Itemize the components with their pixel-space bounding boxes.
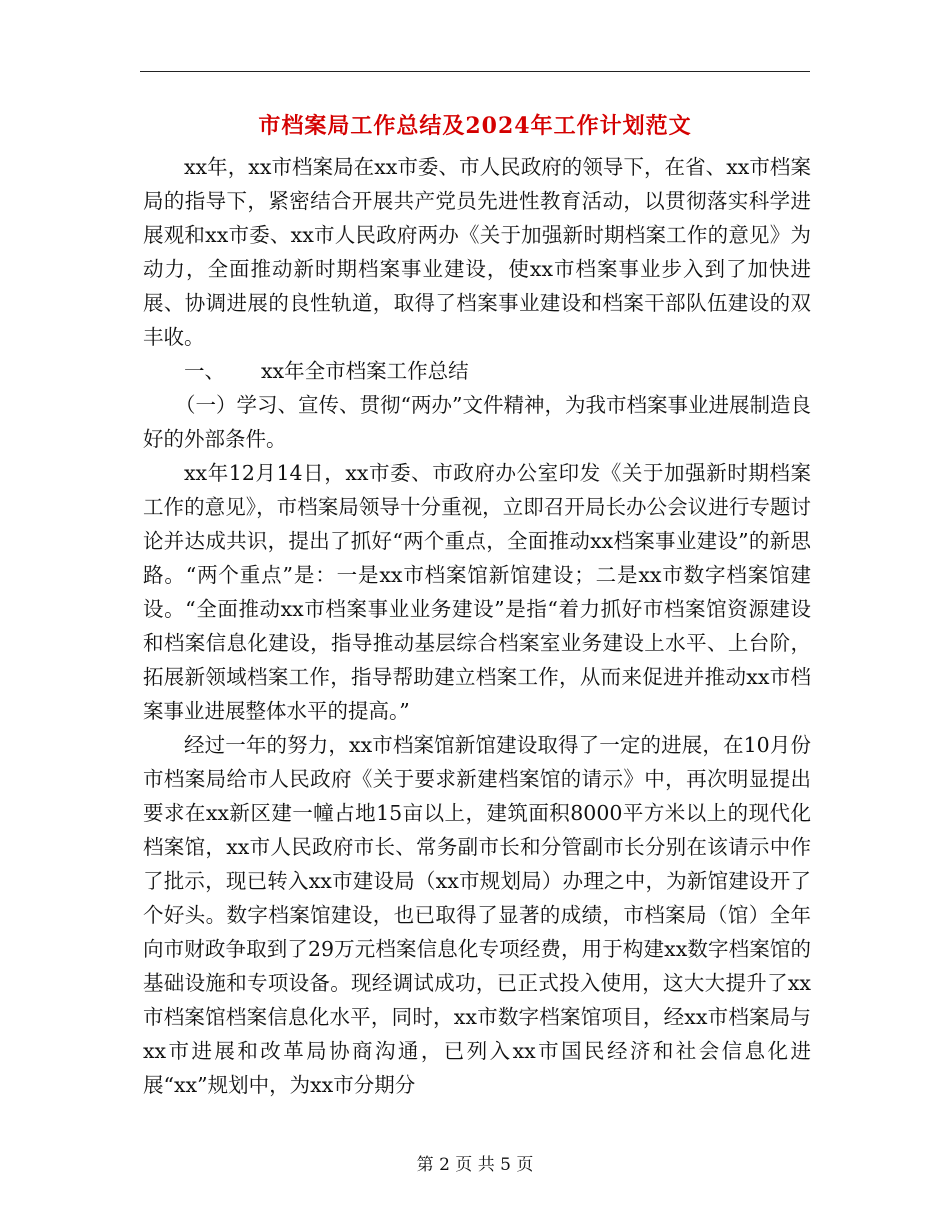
subheading-paragraph: （一）学习、宣传、贯彻“两办”文件精神，为我市档案事业进展制造良好的外部条件。 — [143, 393, 811, 451]
page-footer: 第 2 页 共 5 页 — [416, 1155, 534, 1175]
header-rule — [140, 71, 810, 72]
body-paragraph: xx年12月14日，xx市委、市政府办公室印发《关于加强新时期档案工作的意见》，市档案局领导十分重视，立即召开局长办公会议进行专题讨论并达成共识，提出了抓好“两个重点，全面推动xx档案事业建设”的新思路。“两个重点”是：一是xx市档案馆新馆建设；二是xx市数字档案馆建设。“全面推动xx市档案事业业务建设”是指“着力抓好市档案馆资源建设和档案信息化建设，指导推动基层综合档案室业务建设上水平、上台阶，拓展新领域档案工作，指导帮助建立档案工作，从而来促进并推动xx市档案事业进展整体水平的提高。” — [143, 461, 811, 723]
section-heading-text: xx年全市档案工作总结 — [261, 359, 469, 383]
section-heading-number: 一、 — [184, 359, 225, 383]
body-paragraph: 经过一年的努力，xx市档案馆新馆建设取得了一定的进展，在10月份市档案局给市人民政府《关于要求新建档案馆的请示》中，再次明显提出要求在xx新区建一幢占地15亩以上，建筑面积8000平方米以上的现代化档案馆，xx市人民政府市长、常务副市长和分管副市长分别在该请示中作了批示，现已转入xx市建设局（xx市规划局）办理之中，为新馆建设开了个好头。数字档案馆建设，也已取得了显著的成绩，市档案局（馆）全年向市财政争取到了29万元档案信息化专项经费，用于构建xx数字档案馆的基础设施和专项设备。现经调试成功，已正式投入使用，这大大提升了xx市档案馆档案信息化水平，同时，xx市数字档案馆项目，经xx市档案局与xx市进展和改革局协商沟通，已列入xx市国民经济和社会信息化进展“xx”规划中，为xx市分期分 — [143, 733, 811, 1097]
section-heading — [143, 354, 811, 388]
document-title: 市档案局工作总结及2024年工作计划范文 — [258, 113, 692, 139]
document-body — [143, 150, 811, 1102]
intro-paragraph: xx年，xx市档案局在xx市委、市人民政府的领导下，在省、xx市档案局的指导下，紧密结合开展共产党员先进性教育活动，以贯彻落实科学进展观和xx市委、xx市人民政府两办《关于加强新时期档案工作的意见》为动力，全面推动新时期档案事业建设，使xx市档案事业步入到了加快进展、协调进展的良性轨道，取得了档案事业建设和档案干部队伍建设的双丰收。 — [143, 155, 811, 349]
